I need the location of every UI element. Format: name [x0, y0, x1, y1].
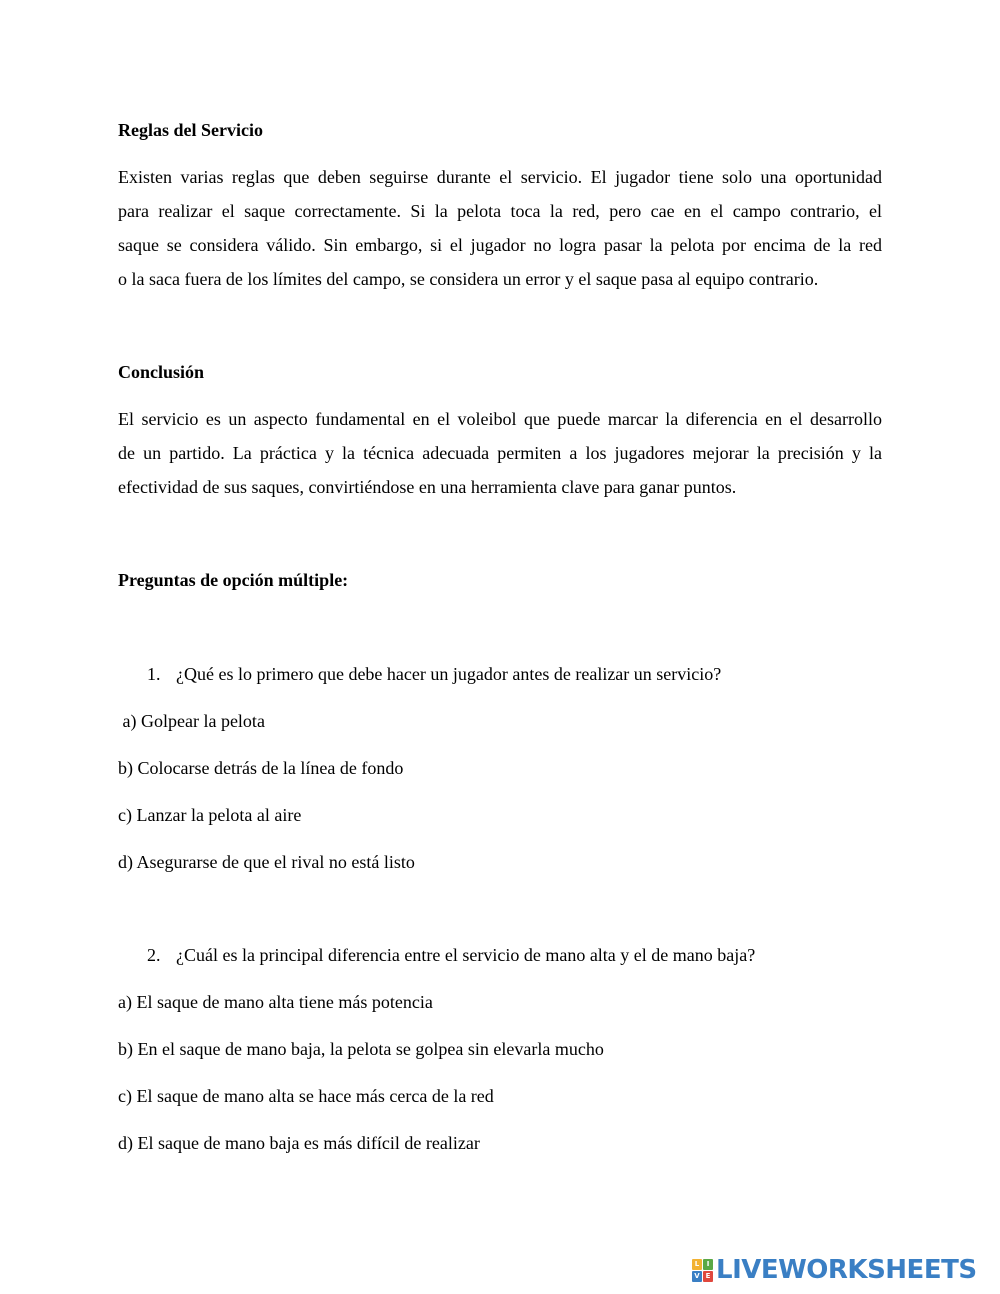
question-1-option-c[interactable]: c) Lanzar la pelota al aire [118, 805, 302, 825]
question-number: 2. [147, 945, 161, 965]
logo-mark-letter: V [692, 1271, 702, 1282]
question-2-option-d[interactable]: d) El saque de mano baja es más difícil de realizar [118, 1133, 480, 1153]
paragraph-line: para realizar el saque correctamente. Si la pelota toca la red, pero cae en el campo contrario, el [118, 201, 882, 221]
quiz-heading: Preguntas de opción múltiple: [118, 570, 349, 590]
logo-mark-letter: L [692, 1259, 702, 1270]
paragraph-line: Existen varias reglas que deben seguirse durante el servicio. El jugador tiene solo una oportunidad [118, 167, 882, 187]
paragraph-conclusion [118, 402, 882, 504]
logo-mark-letter: E [703, 1271, 713, 1282]
section-heading-conclusion: Conclusión [118, 362, 205, 382]
question-number: 1. [147, 664, 161, 684]
liveworksheets-logo [692, 1256, 977, 1284]
question-1-option-d[interactable]: d) Asegurarse de que el rival no está listo [118, 852, 415, 872]
question-1-option-b[interactable]: b) Colocarse detrás de la línea de fondo [118, 758, 404, 778]
paragraph-reglas [118, 160, 882, 296]
question-2 [147, 944, 755, 966]
section-heading-reglas: Reglas del Servicio [118, 120, 263, 140]
question-1-option-a[interactable]: a) Golpear la pelota [118, 711, 265, 731]
paragraph-line: El servicio es un aspecto fundamental en el voleibol que puede marcar la diferencia en el desarrollo [118, 409, 882, 429]
question-2-option-a[interactable]: a) El saque de mano alta tiene más potencia [118, 992, 433, 1012]
paragraph-line: saque se considera válido. Sin embargo, si el jugador no logra pasar la pelota por encima de la red [118, 235, 882, 255]
question-text: ¿Cuál es la principal diferencia entre el servicio de mano alta y el de mano baja? [176, 945, 756, 965]
question-text: ¿Qué es lo primero que debe hacer un jugador antes de realizar un servicio? [176, 664, 722, 684]
paragraph-line: de un partido. La práctica y la técnica adecuada permiten a los jugadores mejorar la precisión y la [118, 443, 882, 463]
question-1 [147, 663, 721, 685]
liveworksheets-logo-icon [692, 1259, 713, 1282]
paragraph-line: o la saca fuera de los límites del campo, se considera un error y el saque pasa al equipo contrario. [118, 269, 819, 289]
logo-mark-letter: I [703, 1259, 713, 1270]
question-2-option-b[interactable]: b) En el saque de mano baja, la pelota se golpea sin elevarla mucho [118, 1039, 604, 1059]
liveworksheets-wordmark: LIVEWORKSHEETS [716, 1255, 977, 1285]
question-2-option-c[interactable]: c) El saque de mano alta se hace más cerca de la red [118, 1086, 494, 1106]
paragraph-line: efectividad de sus saques, convirtiéndose en una herramienta clave para ganar puntos. [118, 477, 737, 497]
